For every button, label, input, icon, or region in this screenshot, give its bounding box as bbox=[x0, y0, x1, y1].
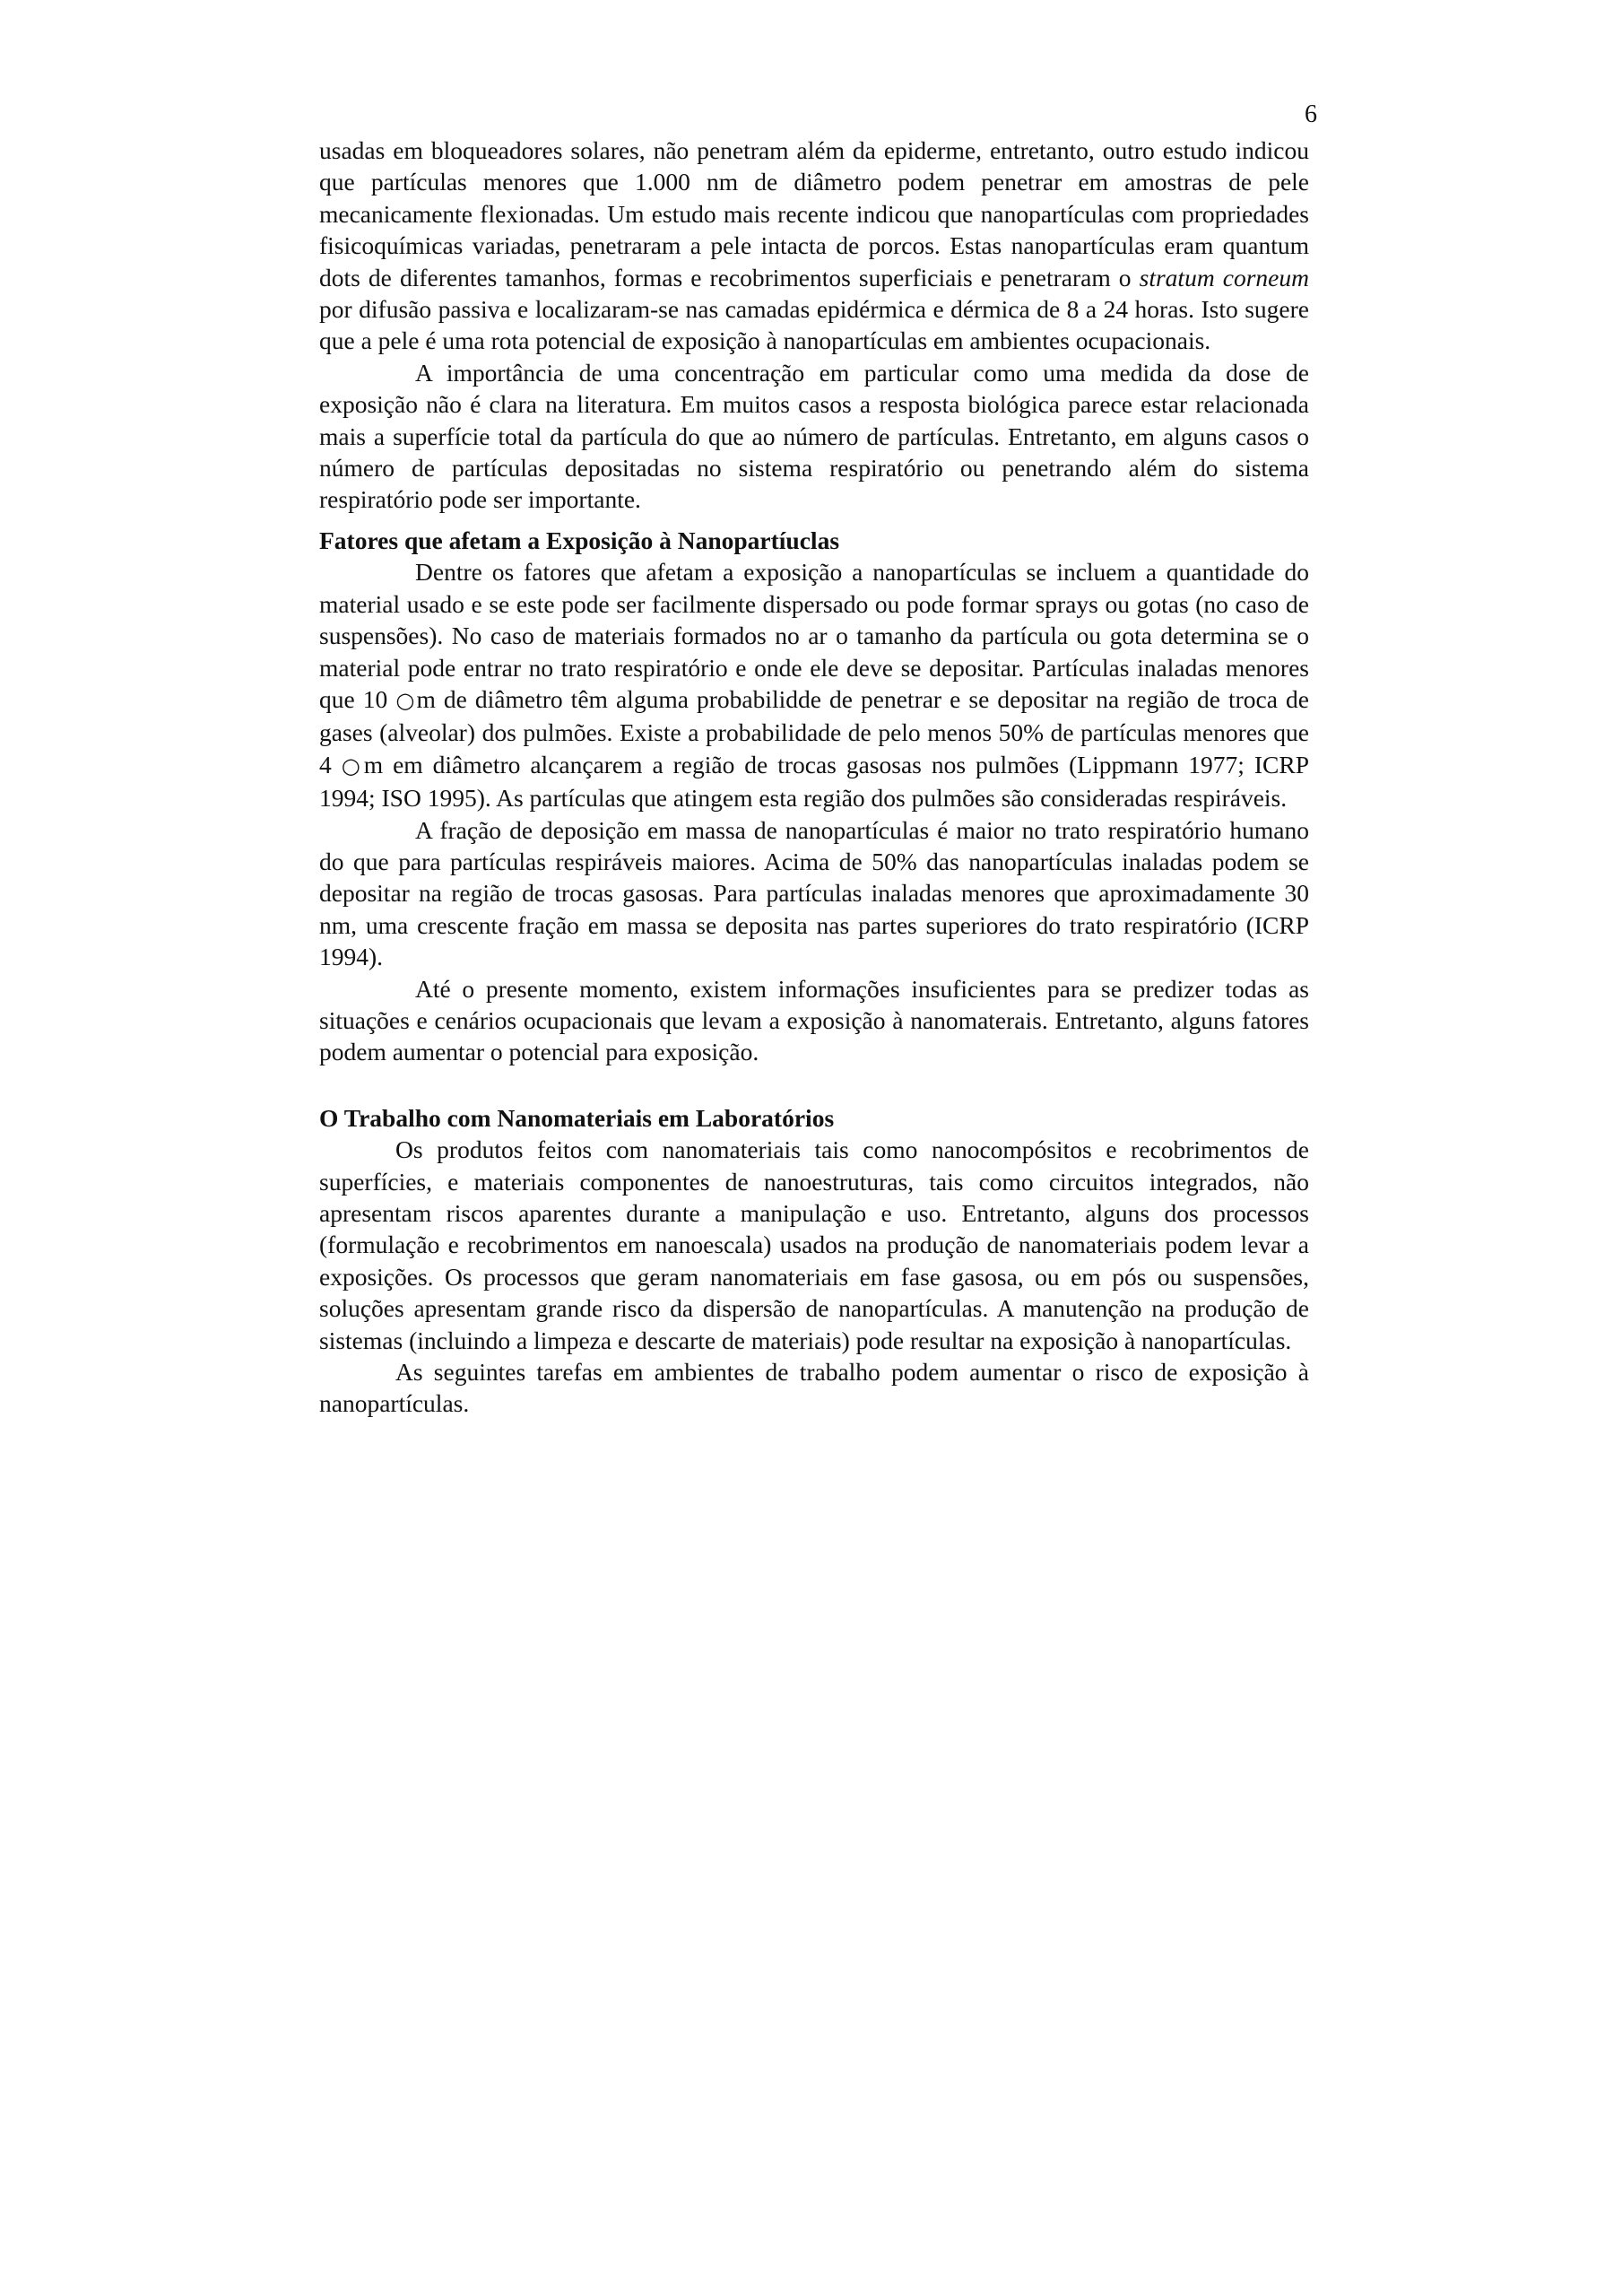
paragraph-nanomaterial-products: Os produtos feitos com nanomateriais tais como nanocompósitos e recobrimentos de superfícies, e materiais componentes de nanoestruturas, tais como circuitos integrados, não apresentam riscos aparentes durante a manipulação e uso. Entretanto, alguns dos processos (formulação e recobrimentos em nanoescala) usados na produção de nanomateriais podem levar a exposições. Os processos que geram nanomateriais em fase gasosa, ou em pós ou suspensões, soluções apresentam grande risco da dispersão de nanopartículas. A manutenção na produção de sistemas (incluindo a limpeza e descarte de materiais) pode resultar na exposição à nanopartículas. bbox=[319, 1135, 1309, 1354]
document-body bbox=[319, 135, 1309, 1420]
page-number: 6 bbox=[1305, 100, 1317, 128]
paragraph-text: Dentre os fatores que afetam a exposição a nanopartículas se incluem a quantidade do material usado e se este pode ser facilmente dispersado ou pode formar sprays ou gotas (no caso de suspensões). No caso de materiais formados no ar o tamanho da partícula ou gota determina se o material pode entrar no trato respiratório e onde ele deve se depositar. Partículas inaladas menores que 10 bbox=[319, 558, 1309, 713]
section-heading-laboratory-work: O Trabalho com Nanomateriais em Laboratórios bbox=[319, 1103, 835, 1132]
section-heading-exposure-factors: Fatores que afetam a Exposição à Nanopartíuclas bbox=[319, 526, 840, 554]
paragraph-skin-penetration bbox=[319, 135, 1309, 357]
paragraph-text: m de diâmetro têm alguma probabilidde de penetrar e se depositar na região de troca de gases (alveolar) dos pulmões. Existe a probabilidade de pelo menos 50% de partículas menores que 4 bbox=[319, 684, 1309, 778]
paragraph-text: m em diâmetro alcançarem a região de trocas gasosas nos pulmões (Lippmann 1977; ICRP 1994; ISO 1995). As partículas que atingem esta região dos pulmões são consideradas respiráveis. bbox=[319, 750, 1310, 813]
micro-symbol-icon: ○ bbox=[341, 752, 364, 778]
italic-term: stratum corneum bbox=[1139, 263, 1309, 291]
paragraph-work-tasks: As seguintes tarefas em ambientes de trabalho podem aumentar o risco de exposição à nanopartículas. bbox=[319, 1358, 1309, 1418]
paragraph-dose-measure: A importância de uma concentração em particular como uma medida da dose de exposição não é clara na literatura. Em muitos casos a resposta biológica parece estar relacionada mais a superfície total da partícula do que ao número de partículas. Entretanto, em alguns casos o número de partículas depositadas no sistema respiratório ou penetrando além do sistema respiratório pode ser importante. bbox=[319, 358, 1309, 514]
spacer bbox=[319, 1068, 1309, 1102]
paragraph-insufficient-information: Até o presente momento, existem informações insuficientes para se predizer todas as situações e cenários ocupacionais que levam a exposição à nanomaterais. Entretanto, alguns fatores podem aumentar o potencial para exposição. bbox=[319, 974, 1309, 1066]
micro-symbol-icon: ○ bbox=[395, 687, 417, 713]
paragraph-deposition-fraction: A fração de deposição em massa de nanopartículas é maior no trato respiratório humano do que para partículas respiráveis maiores. Acima de 50% das nanopartículas inaladas podem se depositar na região de trocas gasosas. Para partículas inaladas menores que aproximadamente 30 nm, uma crescente fração em massa se deposita nas partes superiores do trato respiratório (ICRP 1994). bbox=[319, 815, 1309, 971]
spacer bbox=[319, 516, 1309, 525]
paragraph-text: usadas em bloqueadores solares, não penetram além da epiderme, entretanto, outro estudo indicou que partículas menores que 1.000 nm de diâmetro podem penetrar em amostras de pele mecanicamente flexionadas. Um estudo mais recente indicou que nanopartículas com propriedades fisicoquímicas variadas, penetraram a pele intacta de porcos. Estas nanopartículas eram quantum dots de diferentes tamanhos, formas e recobrimentos superficiais e penetraram o bbox=[319, 136, 1309, 291]
paragraph-exposure-factors bbox=[319, 556, 1309, 813]
paragraph-text: por difusão passiva e localizaram-se nas camadas epidérmica e dérmica de 8 a 24 horas. Isto sugere que a pele é uma rota potencial de exposição à nanopartículas em ambientes ocupacionais. bbox=[319, 295, 1309, 355]
